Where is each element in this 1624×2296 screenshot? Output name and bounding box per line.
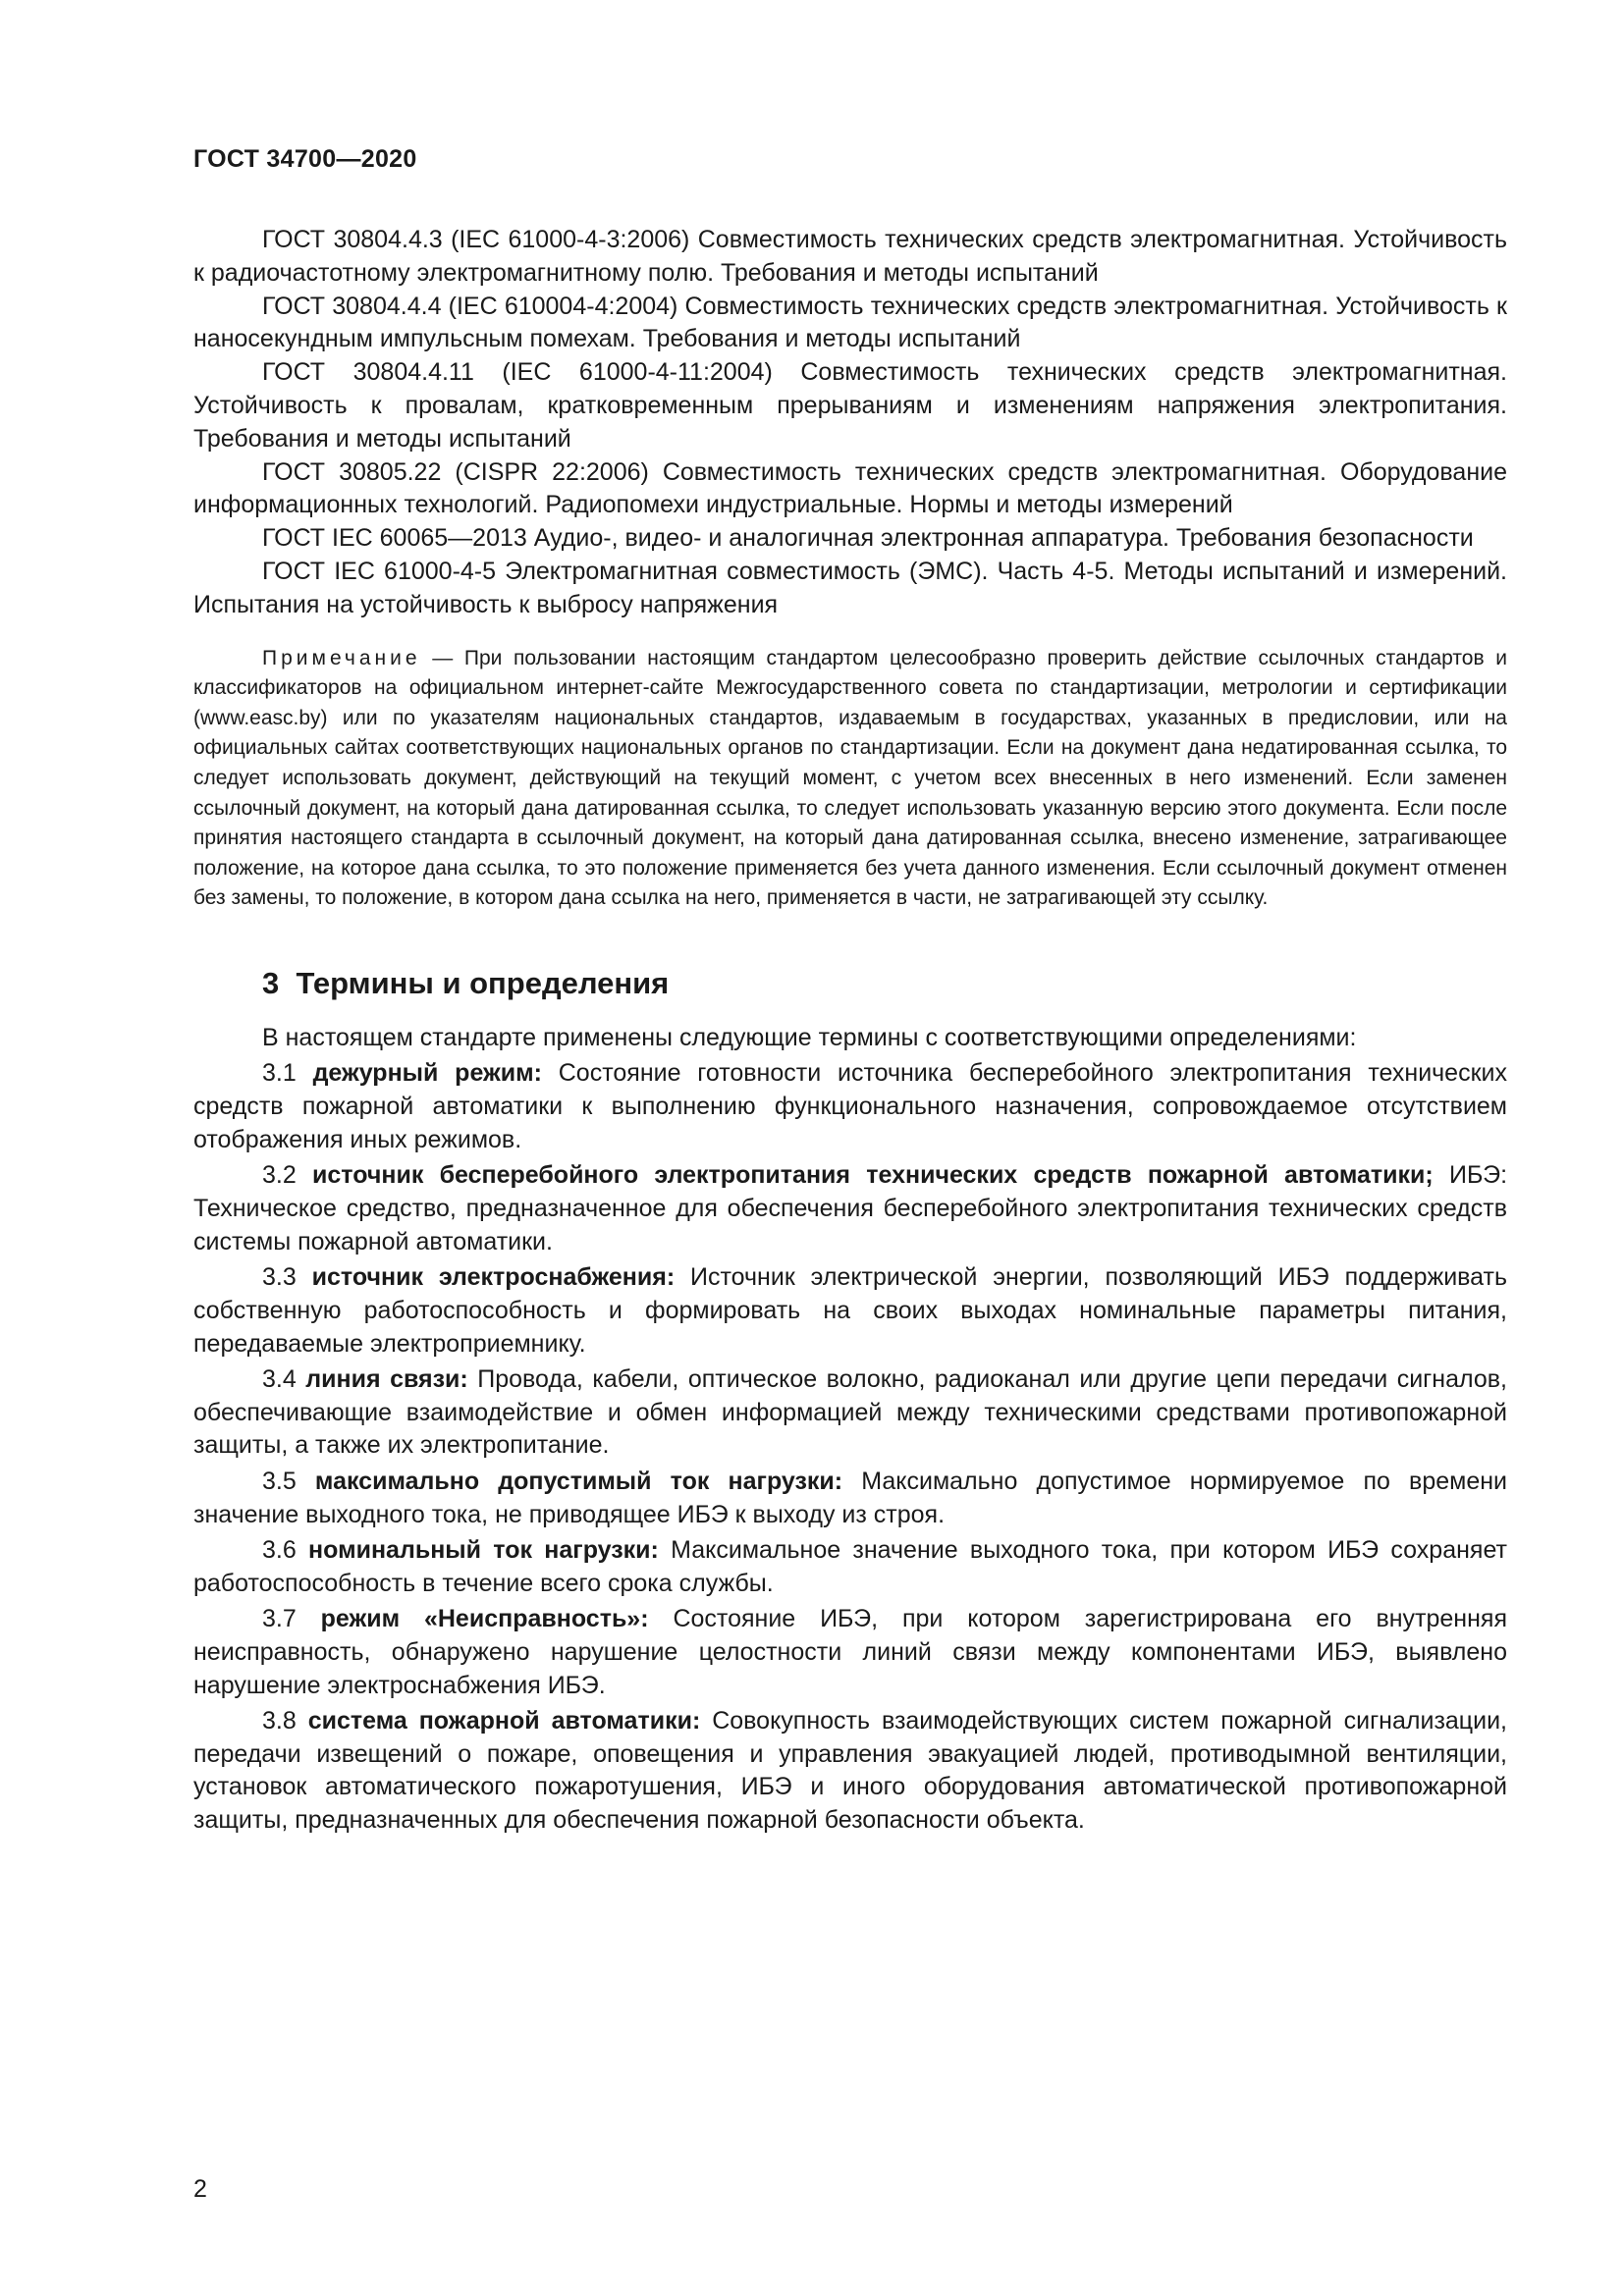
reference-item: ГОСТ IEC 61000-4-5 Электромагнитная совместимость (ЭМС). Часть 4-5. Методы испытаний и измерений. Испытания на устойчивость к выбросу напряжения [193,557,1507,618]
term-definition: Источник электрической энергии, позволяющий ИБЭ поддерживать собственную работоспособность и формировать на своих выходах номинальные параметры питания, передаваемые электроприемнику. [193,1262,1507,1358]
term-entry [193,1261,1507,1361]
section-title: Термины и определения [296,965,670,1000]
page-number: 2 [193,2175,207,2203]
term-entry [193,1705,1507,1838]
term-entry [193,1534,1507,1601]
reference-item: ГОСТ 30804.4.3 (IEC 61000-4-3:2006) Совместимость технических средств электромагнитная. Устойчивость к радиочастотному электромагнитному полю. Требования и методы испытаний [193,226,1507,287]
reference-item: ГОСТ 30805.22 (CISPR 22:2006) Совместимость технических средств электромагнитная. Оборудование информационных технологий. Радиопомехи индустриальные. Нормы и методы измерений [193,457,1507,519]
section-number: 3 [262,965,280,1000]
term-name: режим «Неисправность»: [320,1604,649,1632]
term-number: 3.6 [262,1535,297,1564]
term-definition: Совокупность взаимодействующих систем пожарной сигнализации, передачи извещений о пожаре, оповещения и управления эвакуацией людей, противодымной вентиляции, установок автоматического пожаротушения, ИБЭ и иного оборудования автоматической противопожарной защиты, предназначенных для обеспечения пожарной безопасности объекта. [193,1706,1508,1835]
section-heading [262,964,1507,1003]
term-number: 3.3 [262,1262,297,1291]
term-definition: Провода, кабели, оптическое волокно, радиоканал или другие цепи передачи сигналов, обеспечивающие взаимодействие и обмен информацией между техническими средствами противопожарной защиты, а также их электропитание. [193,1364,1507,1460]
section-intro: В настоящем стандарте применены следующие термины с соответствующими определениями: [262,1023,1357,1051]
term-entry [193,1363,1507,1463]
term-entry [193,1466,1507,1532]
term-entry [193,1057,1507,1156]
term-name: максимально допустимый ток нагрузки: [314,1467,843,1495]
term-definition: Состояние готовности источника бесперебойного электропитания технических средств пожарной автоматики к выполнению функционального назначения, сопровождаемое отсутствием отображения иных режимов. [193,1059,1507,1153]
term-number: 3.1 [262,1059,297,1088]
term-name: источник электроснабжения: [311,1262,676,1291]
document-code: ГОСТ 34700—2020 [193,145,417,173]
term-definition: Состояние ИБЭ, при котором зарегистрирована его внутренняя неисправность, обнаружено нарушение целостности линий связи между компонентами ИБЭ, выявлено нарушение электроснабжения ИБЭ. [193,1604,1507,1699]
note [193,644,1507,914]
term-number: 3.2 [262,1161,297,1190]
term-name: линия связи: [305,1364,468,1393]
term-entry [193,1159,1507,1258]
reference-item: ГОСТ 30804.4.11 (IEC 61000-4-11:2004) Совместимость технических средств электромагнитная. Устойчивость к провалам, кратковременным прерываниям и изменениям напряжения электропитания. Требования и методы испытаний [193,358,1507,453]
note-text: При пользовании настоящим стандартом целесообразно проверить действие ссылочных стандартов и классификаторов на официальном интернет-сайте Межгосударственного совета по стандартизации, метрологии и сертификации (www.easc.by) или по указателям национальных стандартов, издаваемым в государствах, указанных в предисловии, или на официальных сайтах соответствующих национальных органов по стандартизации. Если на документ дана недатированная ссылка, то следует использовать документ, действующий на текущий момент, с учетом всех внесенных в него изменений. Если заменен ссылочный документ, на который дана датированная ссылка, то следует использовать указанную версию этого документа. Если после принятия настоящего стандарта в ссылочный документ, на который дана датированная ссылка, внесено изменение, затрагивающее положение, на которое дана ссылка, то это положение применяется без учета данного изменения. Если ссылочный документ отменен без замены, то положение, в котором дана ссылка на него, применяется в части, не затрагивающей эту ссылку. [193,646,1507,910]
term-name: система пожарной автоматики: [307,1706,701,1735]
note-dash: — [420,646,464,669]
term-number: 3.8 [262,1706,297,1735]
term-name: номинальный ток нагрузки: [308,1535,659,1564]
term-definition: Максимальное значение выходного тока, при котором ИБЭ сохраняет работоспособность в течение всего срока службы. [193,1535,1507,1597]
term-definition: ИБЭ: Техническое средство, предназначенное для обеспечения бесперебойного электропитания технических средств системы пожарной автоматики. [193,1161,1508,1255]
reference-item: ГОСТ 30804.4.4 (IEC 610004-4:2004) Совместимость технических средств электромагнитная. Устойчивость к наносекундным импульсным помехам. Требования и методы испытаний [193,292,1507,353]
term-name: источник бесперебойного электропитания технических средств пожарной автоматики; [312,1161,1434,1190]
term-definition: Максимально допустимое нормируемое по времени значение выходного тока, не приводящее ИБЭ к выходу из строя. [193,1467,1508,1528]
term-number: 3.5 [262,1467,297,1495]
note-label: Примечание [262,646,421,669]
reference-item: ГОСТ IEC 60065—2013 Аудио-, видео- и аналогичная электронная аппаратура. Требования безопасности [262,524,1474,553]
page-content [193,224,1507,1841]
normative-references [193,224,1507,622]
term-number: 3.7 [262,1604,297,1632]
term-name: дежурный режим: [312,1059,542,1088]
term-entry [193,1603,1507,1702]
term-number: 3.4 [262,1364,297,1393]
